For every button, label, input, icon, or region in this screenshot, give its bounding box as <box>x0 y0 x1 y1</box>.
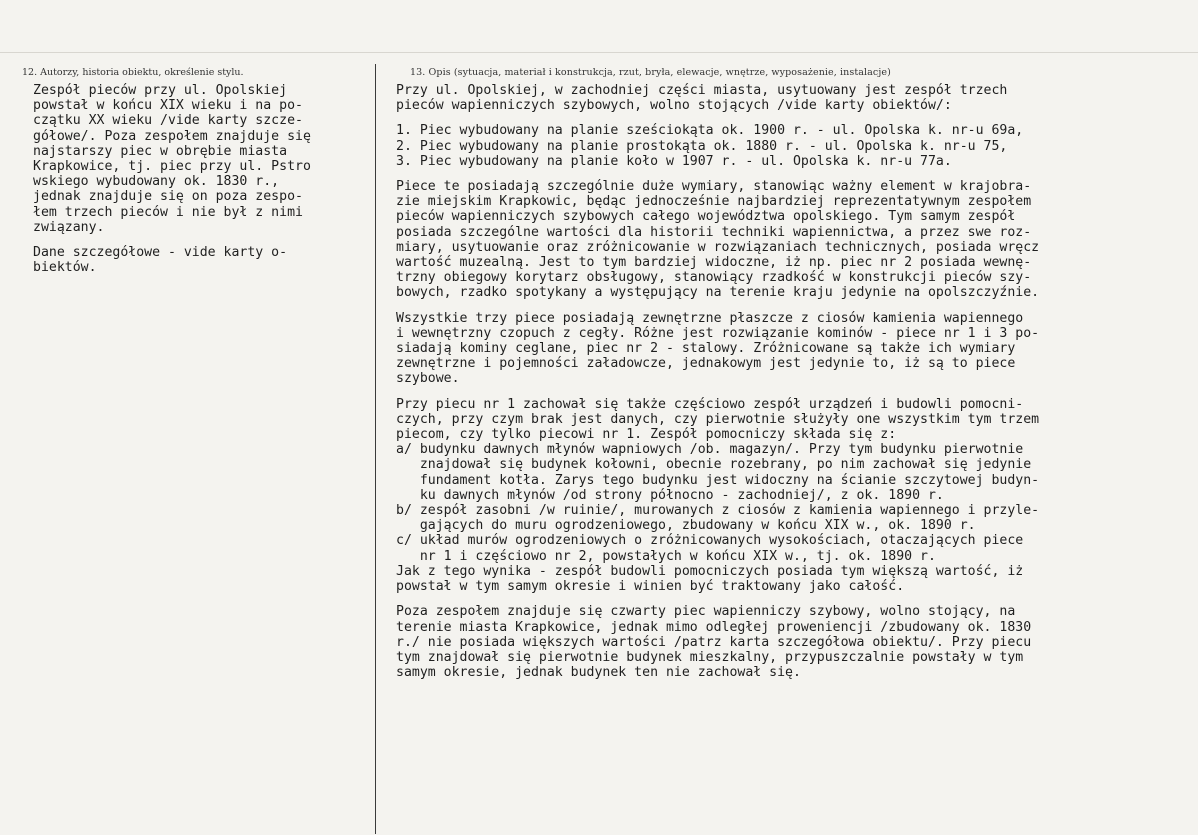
intro-paragraph <box>396 83 1191 113</box>
text-line: pieców wapienniczych szybowych całego województwa opolskiego. Tym samym zespół <box>396 209 1016 225</box>
paper-edge-line <box>0 52 1198 53</box>
text-line: miary, usytuowanie oraz zróżnicowanie w rozwiązaniach technicznych, posiada wręcz <box>396 239 1040 255</box>
text-line: Jak z tego wynika - zespół budowli pomocniczych posiada tym większą wartość, iż <box>396 563 1024 579</box>
section-13-header: 13. Opis (sytuacja, materiał i konstrukcja, rzut, bryła, elewacje, wnętrze, wyposażenie, instalacje) <box>410 67 891 78</box>
text-line: bowych, rzadko spotykany a występujący na terenie kraju jedynie na opolszczyźnie. <box>396 285 1040 301</box>
text-line: znajdował się budynek kołowni, obecnie rozebrany, po nim zachował się jedynie <box>396 457 1032 473</box>
text-line: czątku XX wieku /vide karty szcze- <box>33 113 303 129</box>
text-line: biektów. <box>33 260 97 276</box>
text-line: b/ zespół zasobni /w ruinie/, murowanych z ciosów z kamienia wapiennego i przyle- <box>396 503 1040 519</box>
kiln-list <box>396 123 1191 169</box>
text-line: Przy piecu nr 1 zachował się także częściowo zespół urządzeń i budowli pomocni- <box>396 396 1024 412</box>
text-line: zie miejskim Krapkowic, będąc jednocześnie najbardziej reprezentatywnym zespołem <box>396 194 1032 210</box>
text-line: siadają kominy ceglane, piec nr 2 - stalowy. Zróżnicowane są także ich wymiary <box>396 341 1016 357</box>
text-line: najstarszy piec w obrębie miasta <box>33 143 288 159</box>
text-line: gółowe/. Poza zespołem znajduje się <box>33 128 311 144</box>
history-paragraph <box>33 83 368 235</box>
text-line: gających do muru ogrodzeniowego, zbudowany w końcu XIX w., ok. 1890 r. <box>396 518 976 534</box>
section-13-text <box>396 83 1191 680</box>
text-line: i wewnętrzny czopuch z cegły. Różne jest rozwiązanie kominów - piece nr 1 i 3 po- <box>396 325 1040 341</box>
list-item: 1. Piec wybudowany na planie sześciokąta ok. 1900 r. - ul. Opolska k. nr-u 69a, <box>396 123 1024 139</box>
text-line: piecom, czy tylko piecowi nr 1. Zespół pomocniczy składa się z: <box>396 427 897 443</box>
construction-paragraph <box>396 311 1191 387</box>
text-line: tym znajdował się pierwotnie budynek mieszkalny, przypuszczalnie powstały w tym <box>396 649 1024 665</box>
text-line: samym okresie, jednak budynek ten nie zachował się. <box>396 665 801 681</box>
text-line: ku dawnych młynów /od strony północno - zachodniej/, z ok. 1890 r. <box>396 487 944 503</box>
text-line: wartość muzealną. Jest to tym bardziej widoczne, iż np. piec nr 2 posiada wewnę- <box>396 255 1032 271</box>
text-line: Wszystkie trzy piece posiadają zewnętrzne płaszcze z ciosów kamienia wapiennego <box>396 310 1024 326</box>
text-line: powstał w końcu XIX wieku i na po- <box>33 98 303 114</box>
text-line: trzny obiegowy korytarz obsługowy, stanowiący rzadkość w konstrukcji pieców szy- <box>396 270 1032 286</box>
section-12-header: 12. Autorzy, historia obiektu, określenie stylu. <box>22 67 244 78</box>
text-line: Zespół pieców przy ul. Opolskiej <box>33 83 288 98</box>
text-line: jednak znajduje się on poza zespo- <box>33 189 303 205</box>
text-line: Poza zespołem znajduje się czwarty piec wapienniczy szybowy, wolno stojący, na <box>396 604 1016 620</box>
text-line: związany. <box>33 219 105 235</box>
text-line: terenie miasta Krapkowice, jednak mimo odległej proweniencji /zbudowany ok. 1830 <box>396 619 1032 635</box>
text-line: fundament kotła. Zarys tego budynku jest widoczny na ścianie szczytowej budyn- <box>396 472 1040 488</box>
section-12-text <box>33 83 368 275</box>
auxiliary-buildings-paragraph <box>396 397 1191 595</box>
text-line: zewnętrzne i pojemności załadowcze, jednakowym jest jedynie to, iż są to piece <box>396 356 1016 372</box>
text-line: a/ budynku dawnych młynów wapniowych /ob. magazyn/. Przy tym budynku pierwotnie <box>396 442 1024 458</box>
column-divider <box>375 64 376 834</box>
text-line: czych, przy czym brak jest danych, czy pierwotnie służyły one wszystkim tym trzem <box>396 411 1040 427</box>
text-line: Przy ul. Opolskiej, w zachodniej części miasta, usytuowany jest zespół trzech <box>396 83 1008 98</box>
text-line: szybowe. <box>396 371 460 387</box>
details-paragraph <box>33 245 368 275</box>
text-line: łem trzech pieców i nie był z nimi <box>33 204 303 220</box>
text-line: r./ nie posiada większych wartości /patrz karta szczegółowa obiektu/. Przy piecu <box>396 634 1032 650</box>
text-line: Piece te posiadają szczególnie duże wymiary, stanowiąc ważny element w krajobra- <box>396 179 1032 195</box>
text-line: pieców wapienniczych szybowych, wolno stojących /vide karty obiektów/: <box>396 98 952 114</box>
text-line: Krapkowice, tj. piec przy ul. Pstro <box>33 159 311 175</box>
text-line: c/ układ murów ogrodzeniowych o zróżnicowanych wysokościach, otaczających piece <box>396 533 1024 549</box>
list-item: 2. Piec wybudowany na planie prostokąta ok. 1880 r. - ul. Opolska k. nr-u 75, <box>396 138 1008 154</box>
significance-paragraph <box>396 179 1191 301</box>
text-line: powstał w tym samym okresie i winien być traktowany jako całość. <box>396 579 905 595</box>
text-line: Dane szczegółowe - vide karty o- <box>33 245 288 261</box>
list-item: 3. Piec wybudowany na planie koło w 1907 r. - ul. Opolska k. nr-u 77a. <box>396 153 952 169</box>
text-line: nr 1 i częściowo nr 2, powstałych w końcu XIX w., tj. ok. 1890 r. <box>396 548 936 564</box>
text-line: posiada szczególne wartości dla historii techniki wapiennictwa, a przez swe roz- <box>396 224 1032 240</box>
text-line: wskiego wybudowany ok. 1830 r., <box>33 174 280 190</box>
fourth-kiln-paragraph <box>396 604 1191 680</box>
